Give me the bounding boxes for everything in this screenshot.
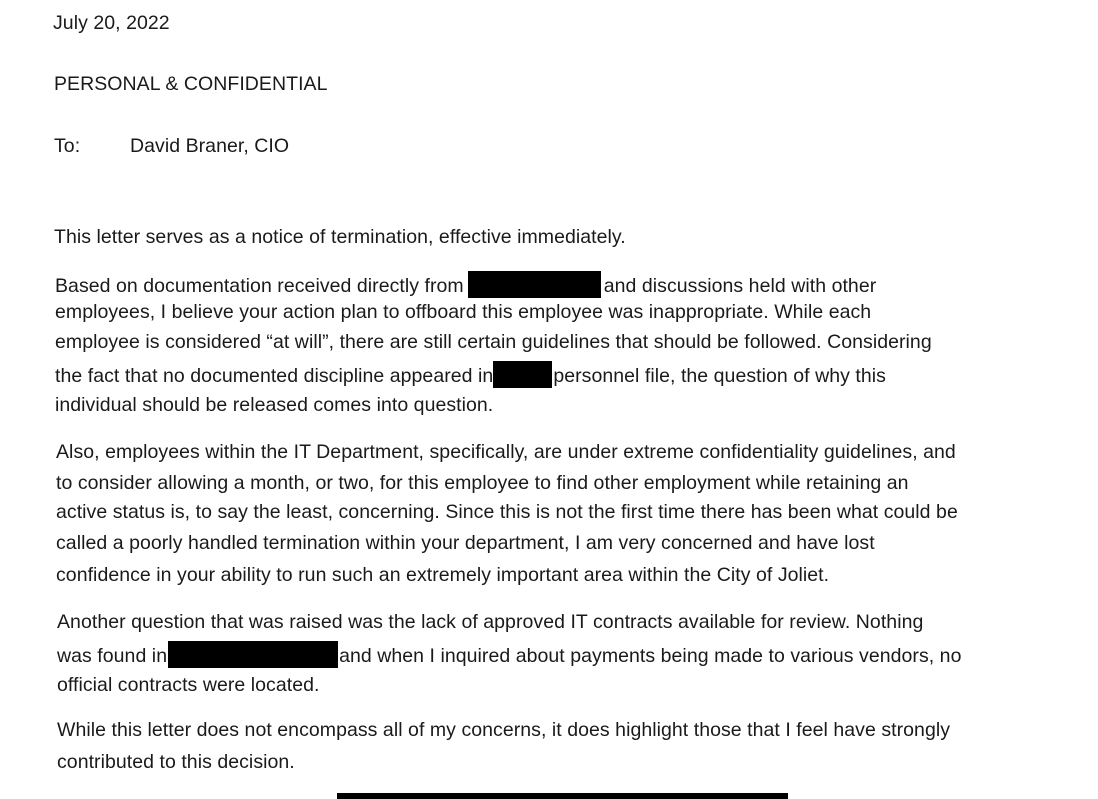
paragraph-4-line-2 <box>57 641 961 668</box>
redaction-block <box>168 641 338 668</box>
paragraph-3-line-5: confidence in your ability to run such an extremely important area within the City of Joliet. <box>56 564 830 586</box>
paragraph-4-line-3: official contracts were located. <box>57 674 320 696</box>
paragraph-2-line-3: employee is considered “at will”, there are still certain guidelines that should be followed. Considering <box>55 331 932 353</box>
paragraph-2-line-4 <box>55 361 886 388</box>
to-recipient: David Braner, CIO <box>130 135 290 157</box>
redaction-block <box>493 361 552 388</box>
paragraph-3-line-1: Also, employees within the IT Department, specifically, are under extreme confidentiality guidelines, and <box>56 441 956 463</box>
paragraph-3-line-2: to consider allowing a month, or two, for this employee to find other employment while retaining an <box>56 472 909 494</box>
to-label: To: <box>54 135 81 157</box>
redaction-block <box>468 271 601 298</box>
paragraph-2-line-1 <box>55 271 876 298</box>
paragraph-4-line-2-start: was found in <box>57 645 168 667</box>
paragraph-2-line-4-end: personnel file, the question of why this <box>553 365 886 387</box>
paragraph-2-line-2: employees, I believe your action plan to offboard this employee was inappropriate. While each <box>55 301 872 323</box>
paragraph-3-line-3: active status is, to say the least, concerning. Since this is not the first time there has been what could be <box>56 501 958 523</box>
paragraph-4-line-2-end: and when I inquired about payments being made to various vendors, no <box>339 645 962 667</box>
paragraph-1-line-1: This letter serves as a notice of termination, effective immediately. <box>54 226 626 248</box>
paragraph-2-line-1-end: and discussions held with other <box>603 275 877 297</box>
paragraph-3-line-4: called a poorly handled termination within your department, I am very concerned and have lost <box>56 532 875 554</box>
to-line <box>54 134 289 158</box>
paragraph-2-line-5: individual should be released comes into question. <box>55 394 494 416</box>
paragraph-2-line-4-start: the fact that no documented discipline appeared in <box>55 365 494 387</box>
paragraph-4-line-1: Another question that was raised was the lack of approved IT contracts available for review. Nothing <box>57 611 924 633</box>
redaction-bar-bottom <box>337 793 788 799</box>
letter-date: July 20, 2022 <box>53 12 170 34</box>
paragraph-5-line-1: While this letter does not encompass all of my concerns, it does highlight those that I feel have strongly <box>57 719 951 741</box>
paragraph-5-line-2: contributed to this decision. <box>57 751 295 773</box>
paragraph-2-line-1-start: Based on documentation received directly from <box>55 275 464 297</box>
confidentiality-heading: PERSONAL & CONFIDENTIAL <box>54 73 328 95</box>
